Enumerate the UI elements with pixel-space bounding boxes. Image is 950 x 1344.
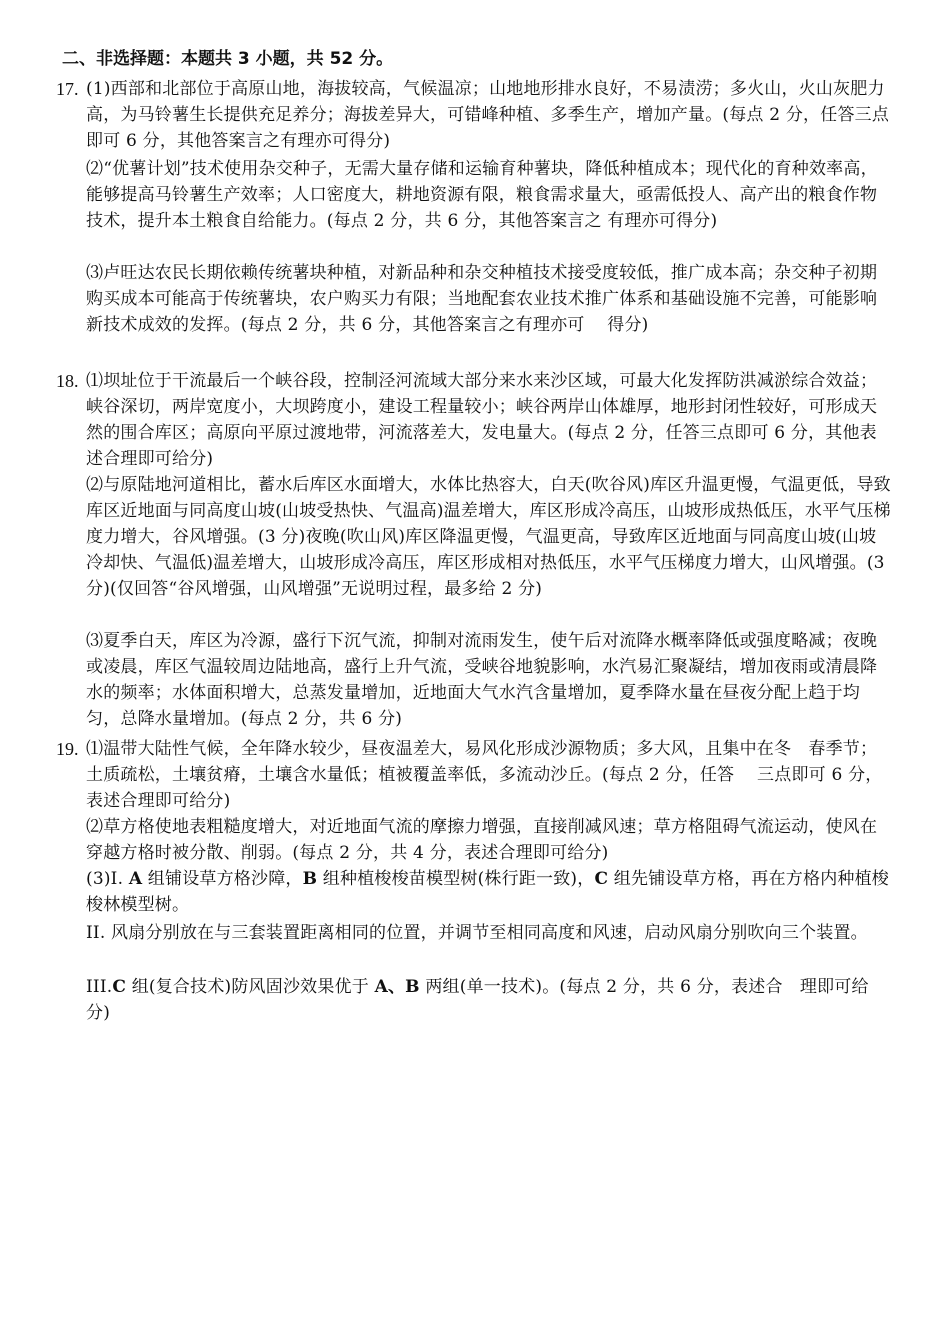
section-heading: 二、非选择题：本题共 3 小题，共 52 分。 xyxy=(62,49,394,69)
question-number: 19. xyxy=(56,739,79,759)
answer-part-3: ⑶卢旺达农民长期依赖传统薯块种植，对新品种和杂交种植技术接受度较低，推广成本高；杂交种子初期购买成本可能高于传统薯块，农户购买力有限；当地配套农业技术推广体系和基础设施不完善，可能影响新技术成效的发挥。(每点 2 分，共 6 分，其他答案言之有理亦可 得分) xyxy=(86,263,878,335)
part-label: (3)I. xyxy=(86,869,124,889)
group-a-text: 组铺设草方格沙障， xyxy=(142,869,303,889)
answer-part-3-ii: II. 风扇分别放在与三套装置距离相同的位置，并调节至相同高度和风速，启动风扇分别吹向三个装置。 xyxy=(86,923,868,943)
answer-part-1: ⑴温带大陆性气候，全年降水较少，昼夜温差大，易风化形成沙源物质；多大风，且集中在冬 春季节；土质疏松，土壤贫瘠，土壤含水量低；植被覆盖率低，多流动沙丘。(每点 2 分，任答 三点即可 6 分，表述合理即可给分) xyxy=(86,739,883,811)
answer-part-2: ⑵草方格使地表粗糙度增大，对近地面气流的摩擦力增强，直接削减风速；草方格阻碍气流运动，使风在穿越方格时被分散、削弱。(每点 2 分，共 4 分，表述合理即可给分) xyxy=(86,817,878,863)
group-b-text: 组种植梭梭苗模型树(株行距一致)， xyxy=(317,869,595,889)
answer-part-1: ⑴坝址位于干流最后一个峡谷段，控制泾河流域大部分来水来沙区域，可最大化发挥防洪减淤综合效益；峡谷深切，两岸宽度小，大坝跨度小，建设工程量较小；峡谷两岸山体雄厚，地形封闭性较好，可形成天然的围合库区；高原向平原过渡地带，河流落差大，发电量大。(每点 2 分，任答三点即可 6 分，其他表述合理即可给分) xyxy=(86,371,878,469)
answer-part-1: (1)西部和北部位于高原山地，海拔较高，气候温凉；山地地形排水良好，不易渍涝；多火山，火山灰肥力高，为马铃薯生长提供充足养分；海拔差异大，可错峰种植、多季生产，增加产量。(每点 2 分，任答三点即可 6 分，其他答案言之有理亦可得分) xyxy=(86,79,890,151)
group-ab-label: A、B xyxy=(374,977,420,997)
part-label: III. xyxy=(86,977,113,997)
answer-part-2: ⑵“优薯计划”技术使用杂交种子，无需大量存储和运输育种薯块，降低种植成本；现代化的育种效率高，能够提高马铃薯生产效率；人口密度大，耕地资源有限，粮食需求量大，亟需低投人、高产出的粮食作物技术，提升本土粮食自给能力。(每点 2 分，共 6 分，其他答案言之 有理亦可得分) xyxy=(86,159,878,231)
answer-part-3-i xyxy=(86,866,891,918)
group-c-label: C xyxy=(112,977,127,997)
result-text-2: 两组(单一技术)。(每点 2 分，共 6 分，表述合 理即可给分) xyxy=(86,977,869,1023)
question-number: 18. xyxy=(56,371,79,391)
group-c-label: C xyxy=(594,869,609,889)
answer-part-3: ⑶夏季白天，库区为冷源，盛行下沉气流，抑制对流雨发生，使午后对流降水概率降低或强度略减；夜晚或凌晨，库区气温较周边陆地高，盛行上升气流，受峡谷地貌影响，水汽易汇聚凝结，增加夜雨或清晨降水的频率；水体面积增大，总蒸发量增加，近地面大气水汽含量增加，夏季降水量在昼夜分配上趋于均匀，总降水量增加。(每点 2 分，共 6 分) xyxy=(86,631,878,729)
group-b-label: B xyxy=(302,869,318,889)
answer-part-2: ⑵与原陆地河道相比，蓄水后库区水面增大，水体比热容大，白天(吹谷风)库区升温更慢，气温更低，导致库区近地面与同高度山坡(山坡受热快、气温高)温差增大，库区形成冷高压，山坡形成热低压，水平气压梯度力增大，谷风增强。(3 分)夜晚(吹山风)库区降温更慢，气温更高，导致库区近地面与同高度山坡(山坡冷却快、气温低)温差增大，山坡形成冷高压，库区形成相对热低压，水平气压梯度力增大，山风增强。(3 分)(仅回答“谷风增强，山风增强”无说明过程，最多给 2 分) xyxy=(86,475,891,599)
group-c-text: 组先铺设草方格，再在方格内种植梭梭林模型树。 xyxy=(86,869,890,915)
answer-part-3-iii xyxy=(86,974,891,1026)
result-text-1: 组(复合技术)防风固沙效果优于 xyxy=(126,977,375,997)
question-number: 17. xyxy=(56,79,79,99)
group-a-label: A xyxy=(128,869,143,889)
